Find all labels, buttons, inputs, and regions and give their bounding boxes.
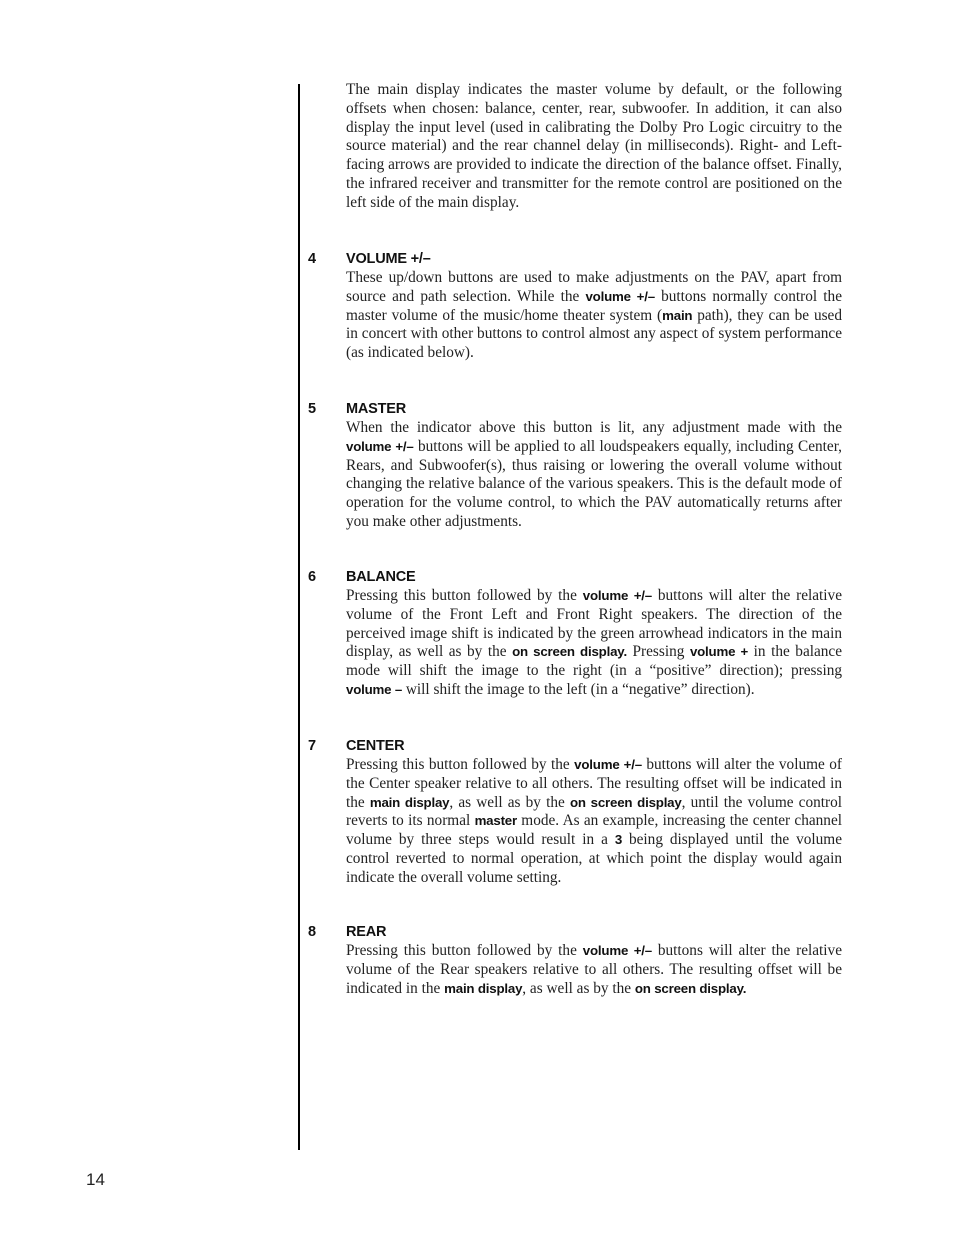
keyword: volume +/–	[582, 588, 652, 603]
keyword: on screen display	[569, 794, 682, 810]
margin-rule	[298, 84, 300, 1150]
section-body: When the indicator above this button is lit, any adjustment made with the volume +/– buttons will be applied to all loudspeakers equally, including Center, Rears, and Subwoofer(s), thus raising or lowering the overall volume without changing the relative balance of the various speakers. This is the default mode of operation for the volume control, to which the PAV automatically returns after you make other adjustments.	[346, 419, 842, 530]
section-heading: REAR	[346, 924, 387, 940]
keyword: on screen display.	[512, 644, 627, 660]
section-balance	[308, 567, 843, 700]
section-number: 4	[308, 251, 317, 267]
section-body: Pressing this button followed by the volume +/– buttons will alter the relative volume of the Rear speakers relative to all others. The resulting offset will be indicated in the main display, as well as by the on screen display.	[346, 942, 842, 997]
keyword: volume –	[346, 681, 403, 697]
intro-paragraph: The main display indicates the master volume by default, or the following offsets when chosen: balance, center, rear, subwoofer. In addition, it can also display the input level (used in calibrating the Dolby Pro Logic circuitry to the source material) and the rear channel delay (in milliseconds). Right- and Left-facing arrows are provided to indicate the direction of the balance offset. Finally, the infrared receiver and transmitter for the remote control are positioned on the left side of the main display.	[346, 81, 842, 211]
keyword: main	[662, 307, 693, 323]
section-master	[308, 399, 842, 532]
keyword: main display	[444, 980, 523, 996]
keyword: master	[474, 813, 517, 829]
section-heading: VOLUME +/–	[346, 251, 431, 267]
page-number: 14	[86, 1170, 105, 1189]
keyword: volume +/–	[574, 757, 642, 772]
section-number: 7	[308, 738, 317, 754]
keyword: volume +/–	[582, 943, 652, 958]
section-number: 5	[308, 401, 317, 417]
section-heading: MASTER	[346, 401, 407, 417]
section-number: 8	[308, 924, 317, 940]
keyword: volume +/–	[346, 438, 414, 454]
section-heading: CENTER	[346, 738, 405, 754]
section-body: Pressing this button followed by the volume +/– buttons will alter the relative volume of the Front Left and Front Right speakers. The direction of the perceived image shift is indicated by the green arrowhead indicators in the main display, as well as by the on screen display. Pressing volume + in the balance mode will shift the image to the right (in a “positive” direction); pressing volume – will shift the image to the left (in a “negative” direction).	[346, 587, 843, 698]
section-center	[308, 736, 842, 887]
keyword: on screen display.	[634, 980, 747, 996]
section-body: These up/down buttons are used to make adjustments on the PAV, apart from source and path selection. While the volume +/– buttons normally control the master volume of the music/home theater system (main path), they can be used in concert with other buttons to control almost any aspect of system performance (as indicated below).	[346, 269, 842, 361]
section-number: 6	[308, 569, 317, 585]
keyword: 3	[614, 832, 623, 847]
intro-block	[346, 81, 842, 212]
keyword: main display	[369, 794, 450, 810]
keyword: volume +/–	[585, 288, 655, 304]
section-heading: BALANCE	[346, 569, 416, 585]
section-rear	[308, 922, 842, 998]
section-body: Pressing this button followed by the volume +/– buttons will alter the volume of the Center speaker relative to all others. The resulting offset will be indicated in the main display, as well as by the on screen display, until the volume control reverts to its normal master mode. As an example, increasing the center channel volume by three steps would result in a 3 being displayed until the volume control reverted to normal operation, at which point the display would again indicate the overall volume setting.	[346, 756, 842, 886]
section-volume	[308, 249, 842, 363]
keyword: volume +	[689, 644, 749, 660]
